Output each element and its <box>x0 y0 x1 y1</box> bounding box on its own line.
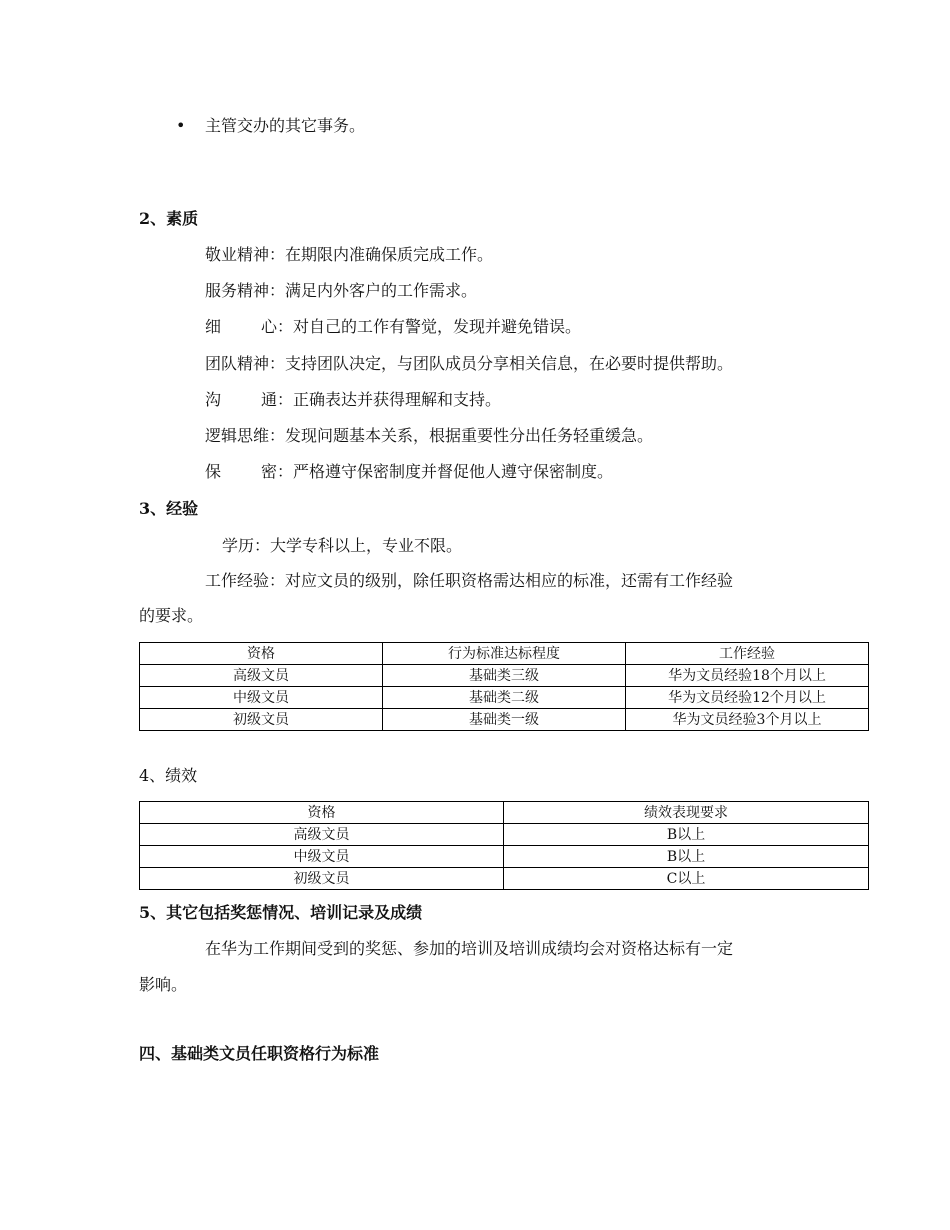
table-header-cell: 资格 <box>140 802 504 824</box>
section-3-heading: 3、经验 <box>139 499 199 518</box>
quality-item <box>205 281 477 301</box>
quality-label-last-char: 密： <box>261 462 294 481</box>
bullet-dot: • <box>176 116 186 135</box>
table-header-cell: 行为标准达标程度 <box>383 643 626 665</box>
section-2-heading: 2、素质 <box>139 209 199 228</box>
education-line: 学历：大学专科以上，专业不限。 <box>222 536 463 555</box>
table-cell: 基础类一级 <box>383 709 626 731</box>
quality-text: 支持团队决定，与团队成员分享相关信息，在必要时提供帮助。 <box>285 354 734 373</box>
table-cell: 高级文员 <box>140 665 383 687</box>
table-header-row <box>140 643 869 665</box>
quality-item <box>205 390 501 410</box>
quality-item <box>205 317 581 337</box>
quality-text: 严格遵守保密制度并督促他人遵守保密制度。 <box>293 462 614 481</box>
quality-label: 逻辑思维： <box>205 426 286 445</box>
table-row <box>140 665 869 687</box>
table-cell: 华为文员经验3个月以上 <box>626 709 869 731</box>
quality-item <box>205 426 653 446</box>
table-header-cell: 资格 <box>140 643 383 665</box>
quality-label-last-char: 心： <box>261 317 294 336</box>
table-cell: 中级文员 <box>140 846 504 868</box>
section-5-line-1: 在华为工作期间受到的奖惩、参加的培训及培训成绩均会对资格达标有一定 <box>205 939 734 958</box>
quality-text: 发现问题基本关系，根据重要性分出任务轻重缓急。 <box>285 426 654 445</box>
quality-label: 团队精神： <box>205 354 286 373</box>
table-cell: 基础类三级 <box>383 665 626 687</box>
table-cell: 初级文员 <box>140 709 383 731</box>
quality-label-last-char: 通： <box>261 390 294 409</box>
table-row <box>140 687 869 709</box>
section-5-line-2: 影响。 <box>139 975 188 994</box>
performance-table <box>139 801 869 890</box>
experience-table <box>139 642 869 731</box>
quality-label-first-char: 细 <box>205 317 222 336</box>
work-experience-line-2: 的要求。 <box>139 606 204 625</box>
table-cell: B以上 <box>504 824 869 846</box>
section-4-heading: 4、绩效 <box>139 766 198 785</box>
table-cell: C以上 <box>504 868 869 890</box>
part-four-heading: 四、基础类文员任职资格行为标准 <box>139 1044 380 1063</box>
work-experience-line-1: 工作经验：对应文员的级别，除任职资格需达相应的标准，还需有工作经验 <box>205 571 734 590</box>
table-cell: 华为文员经验12个月以上 <box>626 687 869 709</box>
table-cell: 高级文员 <box>140 824 504 846</box>
quality-label: 敬业精神： <box>205 245 286 264</box>
quality-item <box>205 462 613 482</box>
quality-text: 对自己的工作有警觉，发现并避免错误。 <box>293 317 582 336</box>
quality-label-first-char: 沟 <box>205 390 222 409</box>
table-header-cell: 绩效表现要求 <box>504 802 869 824</box>
quality-text: 满足内外客户的工作需求。 <box>285 281 478 300</box>
table-header-cell: 工作经验 <box>626 643 869 665</box>
quality-label: 服务精神： <box>205 281 286 300</box>
table-header-row <box>140 802 869 824</box>
table-cell: B以上 <box>504 846 869 868</box>
bullet-text: 主管交办的其它事务。 <box>205 116 366 135</box>
table-row <box>140 868 869 890</box>
quality-text: 在期限内准确保质完成工作。 <box>285 245 494 264</box>
quality-item <box>205 354 733 374</box>
table-cell: 华为文员经验18个月以上 <box>626 665 869 687</box>
quality-label-first-char: 保 <box>205 462 222 481</box>
section-5-heading: 5、其它包括奖惩情况、培训记录及成绩 <box>139 903 423 922</box>
table-cell: 基础类二级 <box>383 687 626 709</box>
table-cell: 初级文员 <box>140 868 504 890</box>
table-row <box>140 709 869 731</box>
table-row <box>140 846 869 868</box>
table-cell: 中级文员 <box>140 687 383 709</box>
quality-text: 正确表达并获得理解和支持。 <box>293 390 502 409</box>
table-row <box>140 824 869 846</box>
quality-item <box>205 245 493 265</box>
